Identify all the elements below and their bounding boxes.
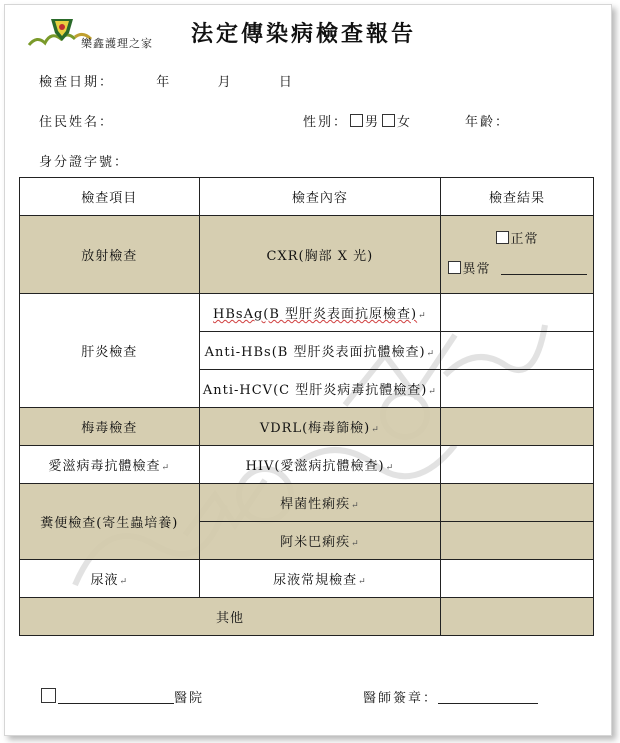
day-label: 日 — [278, 75, 294, 90]
urine-item: 尿液↵ — [20, 560, 200, 598]
hiv-item: 愛滋病毒抗體檢查↵ — [20, 446, 200, 484]
hospital-row — [39, 687, 204, 706]
exam-date-row — [39, 71, 294, 90]
year-label: 年 — [156, 75, 172, 90]
age-label: 年齡： — [465, 115, 511, 130]
hiv-item-text: 愛滋病毒抗體檢查 — [48, 459, 161, 474]
syphilis-result[interactable] — [441, 408, 594, 446]
stool-content-1: 桿菌性痢疾↵ — [199, 484, 441, 522]
header-item: 檢查項目 — [20, 178, 200, 216]
resident-name-label: 住民姓名： — [39, 115, 115, 130]
report-table — [19, 177, 594, 636]
normal-label: 正常 — [510, 231, 539, 247]
other-result[interactable] — [441, 598, 594, 636]
anti-hcv-text: Anti-HCV(C 型肝炎病毒抗體檢查) — [202, 383, 428, 398]
urine-item-text: 尿液 — [90, 573, 119, 588]
id-number-label: 身分證字號： — [39, 155, 130, 170]
table-row-hepatitis-1 — [20, 294, 594, 332]
hospital-label: 醫院 — [174, 691, 205, 706]
urine-content-text: 尿液常規檢查 — [273, 573, 358, 588]
hepatitis-result-1[interactable] — [441, 294, 594, 332]
hepatitis-result-3[interactable] — [441, 370, 594, 408]
gender-row — [303, 111, 412, 130]
hbsag-text: HBsAg(B 型肝炎表面抗原檢查) — [213, 307, 418, 322]
report-page — [4, 4, 612, 736]
vdrl-text: VDRL(梅毒篩檢) — [259, 421, 371, 436]
month-label: 月 — [217, 75, 233, 90]
org-name: 樂鑫護理之家 — [81, 37, 153, 50]
doctor-signature-row — [363, 687, 538, 706]
hepatitis-result-2[interactable] — [441, 332, 594, 370]
gender-label: 性別： — [303, 115, 349, 130]
hiv-result[interactable] — [441, 446, 594, 484]
xray-content: CXR(胸部 X 光) — [199, 216, 441, 294]
male-label: 男 — [365, 115, 381, 130]
hepatitis-content-3: Anti-HCV(C 型肝炎病毒抗體檢查)↵ — [199, 370, 441, 408]
header-content: 檢查內容 — [199, 178, 441, 216]
stool-item: 糞便檢查(寄生蟲培養) — [20, 484, 200, 560]
syphilis-item: 梅毒檢查 — [20, 408, 200, 446]
xray-item: 放射檢查 — [20, 216, 200, 294]
other-item: 其他 — [20, 598, 441, 636]
anti-hbs-text: Anti-HBs(B 型肝炎表面抗體檢查) — [204, 345, 426, 360]
exam-date-label: 檢查日期： — [39, 75, 115, 90]
table-row-urine — [20, 560, 594, 598]
hiv-content: HIV(愛滋病抗體檢查)↵ — [199, 446, 441, 484]
urine-content: 尿液常規檢查↵ — [199, 560, 441, 598]
table-header-row — [20, 178, 594, 216]
abnormal-blank-line[interactable] — [501, 262, 587, 275]
stool-content-2: 阿米巴痢疾↵ — [199, 522, 441, 560]
xray-result — [441, 216, 594, 294]
page-title: 法定傳染病檢查報告 — [191, 21, 417, 47]
female-label: 女 — [397, 115, 413, 130]
hiv-content-text: HIV(愛滋病抗體檢查) — [245, 459, 385, 474]
hepatitis-content-2: Anti-HBs(B 型肝炎表面抗體檢查)↵ — [199, 332, 441, 370]
syphilis-content: VDRL(梅毒篩檢)↵ — [199, 408, 441, 446]
header-result: 檢查結果 — [441, 178, 594, 216]
stool-result-1[interactable] — [441, 484, 594, 522]
amoebic-dysentery-text: 阿米巴痢疾 — [280, 535, 351, 550]
urine-result[interactable] — [441, 560, 594, 598]
abnormal-checkbox[interactable] — [448, 261, 461, 274]
bacillary-dysentery-text: 桿菌性痢疾 — [280, 497, 351, 512]
normal-checkbox[interactable] — [496, 231, 509, 244]
doctor-sign-line[interactable] — [438, 691, 538, 704]
stool-result-2[interactable] — [441, 522, 594, 560]
table-row-hiv — [20, 446, 594, 484]
table-row-other — [20, 598, 594, 636]
hospital-name-line[interactable] — [58, 691, 174, 704]
abnormal-label: 異常 — [462, 261, 491, 277]
hepatitis-content-1: HBsAg(B 型肝炎表面抗原檢查)↵ — [199, 294, 441, 332]
hepatitis-item: 肝炎檢查 — [20, 294, 200, 408]
female-checkbox[interactable] — [382, 114, 395, 127]
table-row-stool-1 — [20, 484, 594, 522]
doctor-sign-label: 醫師簽章： — [363, 691, 439, 706]
table-row-xray — [20, 216, 594, 294]
table-row-syphilis — [20, 408, 594, 446]
male-checkbox[interactable] — [350, 114, 363, 127]
hospital-checkbox[interactable] — [41, 688, 56, 703]
